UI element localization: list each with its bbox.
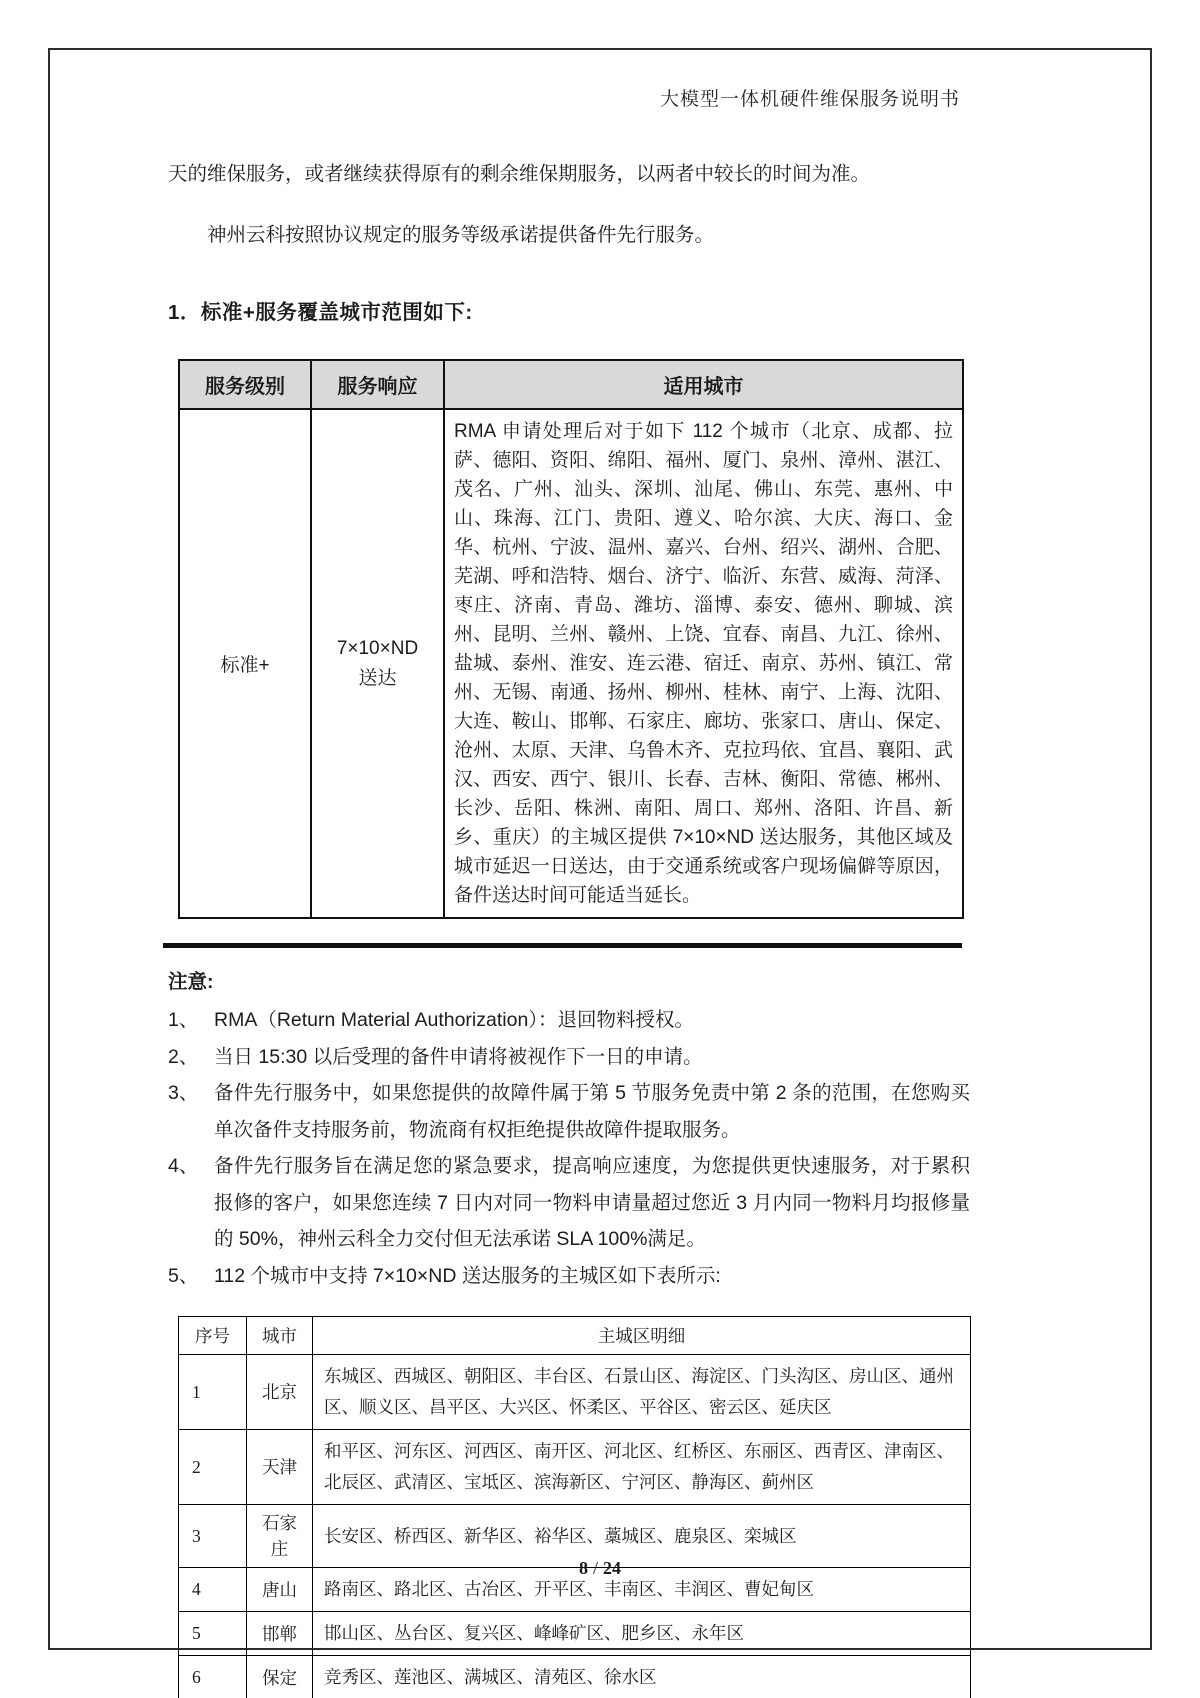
cell-service-response [311,409,444,918]
cell-city: 天津 [247,1430,313,1505]
table-row [179,1430,971,1505]
header-service-response: 服务响应 [311,360,444,409]
cell-index: 1 [179,1355,247,1430]
note-text: 备件先行服务旨在满足您的紧急要求，提高响应速度，为您提供更快速服务，对于累积报修的客户，如果您连续 7 日内对同一物料申请量超过您近 3 月内同一物料月均报修量的 50%，神州云科全力交付但无法承诺 SLA 100%满足。 [214,1155,970,1250]
section-divider-rule [163,943,962,948]
cell-city: 唐山 [247,1568,313,1612]
page-separator: / [592,1558,598,1578]
cell-districts: 路南区、路北区、古冶区、开平区、丰南区、丰润区、曹妃甸区 [313,1568,971,1612]
cell-districts: 和平区、河东区、河西区、南开区、河北区、红桥区、东丽区、西青区、津南区、北辰区、武清区、宝坻区、滨海新区、宁河区、静海区、蓟州区 [313,1430,971,1505]
list-item [168,1258,970,1295]
cell-districts: 东城区、西城区、朝阳区、丰台区、石景山区、海淀区、门头沟区、房山区、通州区、顺义区、昌平区、大兴区、怀柔区、平谷区、密云区、延庆区 [313,1355,971,1430]
cell-applicable-cities: RMA 申请处理后对于如下 112 个城市（北京、成都、拉萨、德阳、资阳、绵阳、福州、厦门、泉州、漳州、湛江、茂名、广州、汕头、深圳、汕尾、佛山、东莞、惠州、中山、珠海、江门、贵阳、遵义、哈尔滨、大庆、海口、金华、杭州、宁波、温州、嘉兴、台州、绍兴、湖州、合肥、芜湖、呼和浩特、烟台、济宁、临沂、东营、威海、菏泽、枣庄、济南、青岛、潍坊、淄博、泰安、德州、聊城、滨州、昆明、兰州、赣州、上饶、宜春、南昌、九江、徐州、盐城、泰州、淮安、连云港、宿迁、南京、苏州、镇江、常州、无锡、南通、扬州、柳州、桂林、南宁、上海、沈阳、大连、鞍山、邯郸、石家庄、廊坊、张家口、唐山、保定、沧州、太原、天津、乌鲁木齐、克拉玛依、宜昌、襄阳、武汉、西安、西宁、银川、长春、吉林、衡阳、常德、郴州、长沙、岳阳、株洲、南阳、周口、郑州、洛阳、许昌、新乡、重庆）的主城区提供 7×10×ND 送达服务，其他区域及城市延迟一日送达，由于交通系统或客户现场偏僻等原因，备件送达时间可能适当延长。 [444,409,963,918]
table-row [179,1656,971,1698]
page-footer [0,1558,1200,1579]
list-item [168,1148,970,1258]
header-district-detail: 主城区明细 [313,1317,971,1355]
cell-districts: 竞秀区、莲池区、满城区、清苑区、徐水区 [313,1656,971,1698]
cell-index: 5 [179,1612,247,1656]
table-row [179,1612,971,1656]
district-detail-table [178,1316,971,1698]
list-item [168,1039,970,1076]
header-service-level: 服务级别 [179,360,311,409]
table-row [179,1355,971,1430]
document-header-title: 大模型一体机硬件维保服务说明书 [659,89,960,110]
cell-city: 保定 [247,1656,313,1698]
current-page-number: 8 [578,1558,588,1578]
intro-paragraph-continuation: 天的维保服务，或者继续获得原有的剩余维保期服务，以两者中较长的时间为准。 [168,163,871,185]
cell-districts: 长安区、桥西区、新华区、裕华区、藁城区、鹿泉区、栾城区 [313,1505,971,1568]
cell-index: 6 [179,1656,247,1698]
cell-districts: 邯山区、丛台区、复兴区、峰峰矿区、肥乡区、永年区 [313,1612,971,1656]
header-applicable-cities: 适用城市 [444,360,963,409]
note-text: RMA（Return Material Authorization）：退回物料授权。 [214,1009,695,1031]
note-text: 备件先行服务中，如果您提供的故障件属于第 5 节服务免责中第 2 条的范围，在您购买单次备件支持服务前，物流商有权拒绝提供故障件提取服务。 [214,1082,970,1141]
list-item [168,1002,970,1039]
service-coverage-table [178,359,964,919]
cell-index: 4 [179,1568,247,1612]
response-line-1: 7×10×ND [336,637,419,659]
note-number: 4、 [168,1155,199,1177]
cell-city: 邯郸 [247,1612,313,1656]
total-page-count: 24 [603,1558,621,1578]
intro-paragraph-commitment: 神州云科按照协议规定的服务等级承诺提供备件先行服务。 [207,224,715,246]
note-number: 2、 [168,1045,199,1068]
table-header-row [179,1317,971,1355]
note-number: 3、 [168,1082,199,1104]
header-index: 序号 [179,1317,247,1355]
response-line-2: 送达 [358,667,397,689]
header-city: 城市 [247,1317,313,1355]
note-text: 当日 15:30 以后受理的备件申请将被视作下一日的申请。 [214,1045,703,1068]
cell-index: 3 [179,1505,247,1568]
list-item [168,1075,970,1148]
notes-list [168,1002,970,1294]
cell-index: 2 [179,1430,247,1505]
note-text: 112 个城市中支持 7×10×ND 送达服务的主城区如下表所示: [214,1264,721,1287]
cell-city: 北京 [247,1355,313,1430]
table-header-row [179,360,963,409]
section-heading: 1．标准+服务覆盖城市范围如下: [168,301,473,324]
cell-service-level: 标准+ [179,409,311,918]
cell-city: 石家庄 [247,1505,313,1568]
notice-label: 注意: [168,971,214,993]
table-row [179,409,963,918]
note-number: 5、 [168,1264,199,1287]
note-number: 1、 [168,1009,199,1031]
